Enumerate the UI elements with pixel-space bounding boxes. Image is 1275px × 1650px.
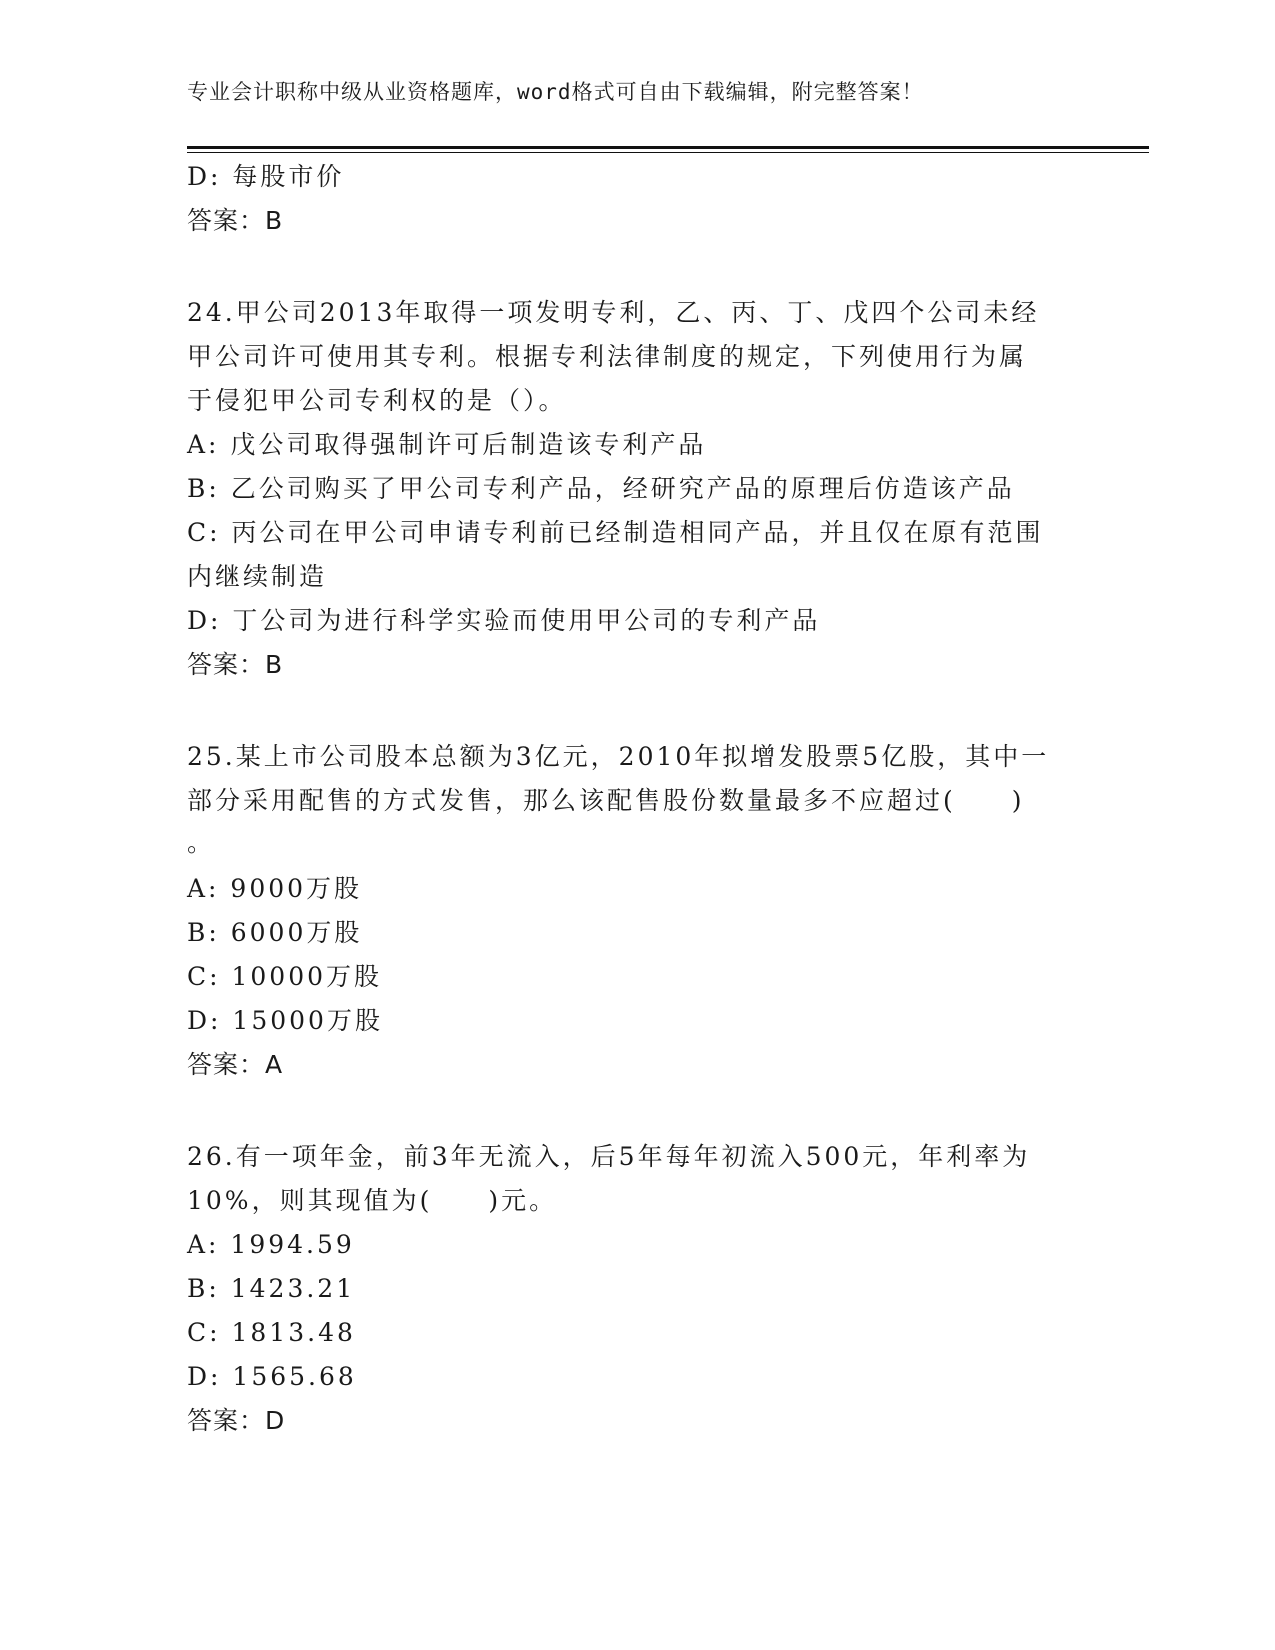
question-25-line-2: 部分采用配售的方式发售，那么该配售股份数量最多不应超过( )	[187, 786, 1025, 815]
option-b-q25: B: 6000万股	[187, 918, 363, 947]
option-d-q26: D: 1565.68	[187, 1362, 357, 1391]
header-rule-thick	[187, 146, 1149, 149]
option-c-q24-line-2: 内继续制造	[187, 562, 328, 591]
question-26-line-1: 26.有一项年金，前3年无流入，后5年每年初流入500元，年利率为	[187, 1142, 1031, 1171]
option-b-q24: B: 乙公司购买了甲公司专利产品，经研究产品的原理后仿造该产品	[187, 474, 1015, 503]
document-header: 专业会计职称中级从业资格题库，word格式可自由下载编辑，附完整答案！	[187, 80, 924, 104]
option-c-q26: C: 1813.48	[187, 1318, 356, 1347]
question-26-line-2: 10%，则其现值为( )元。	[187, 1186, 558, 1215]
question-24-line-2: 甲公司许可使用其专利。根据专利法律制度的规定，下列使用行为属	[187, 342, 1028, 371]
question-24-line-3: 于侵犯甲公司专利权的是（）。	[187, 386, 567, 415]
option-d-q25: D: 15000万股	[187, 1006, 383, 1035]
option-a-q25: A: 9000万股	[187, 874, 363, 903]
option-c-q25: C: 10000万股	[187, 962, 383, 991]
answer-q23: 答案：B	[187, 206, 284, 235]
option-d-q24: D: 丁公司为进行科学实验而使用甲公司的专利产品	[187, 606, 821, 635]
question-25-line-1: 25.某上市公司股本总额为3亿元，2010年拟增发股票5亿股，其中一	[187, 742, 1050, 771]
option-a-q24: A: 戊公司取得强制许可后制造该专利产品	[187, 430, 707, 459]
answer-q25: 答案：A	[187, 1050, 284, 1079]
option-b-q26: B: 1423.21	[187, 1274, 356, 1303]
question-25-line-3: 。	[187, 828, 216, 857]
answer-q26: 答案：D	[187, 1406, 286, 1435]
answer-q24: 答案：B	[187, 650, 284, 679]
option-a-q26: A: 1994.59	[187, 1230, 355, 1259]
question-24-line-1: 24.甲公司2013年取得一项发明专利，乙、丙、丁、戊四个公司未经	[187, 298, 1040, 327]
option-c-q24-line-1: C: 丙公司在甲公司申请专利前已经制造相同产品，并且仅在原有范围	[187, 518, 1044, 547]
option-d-q23: D: 每股市价	[187, 162, 345, 191]
header-rule-thin	[187, 152, 1149, 153]
